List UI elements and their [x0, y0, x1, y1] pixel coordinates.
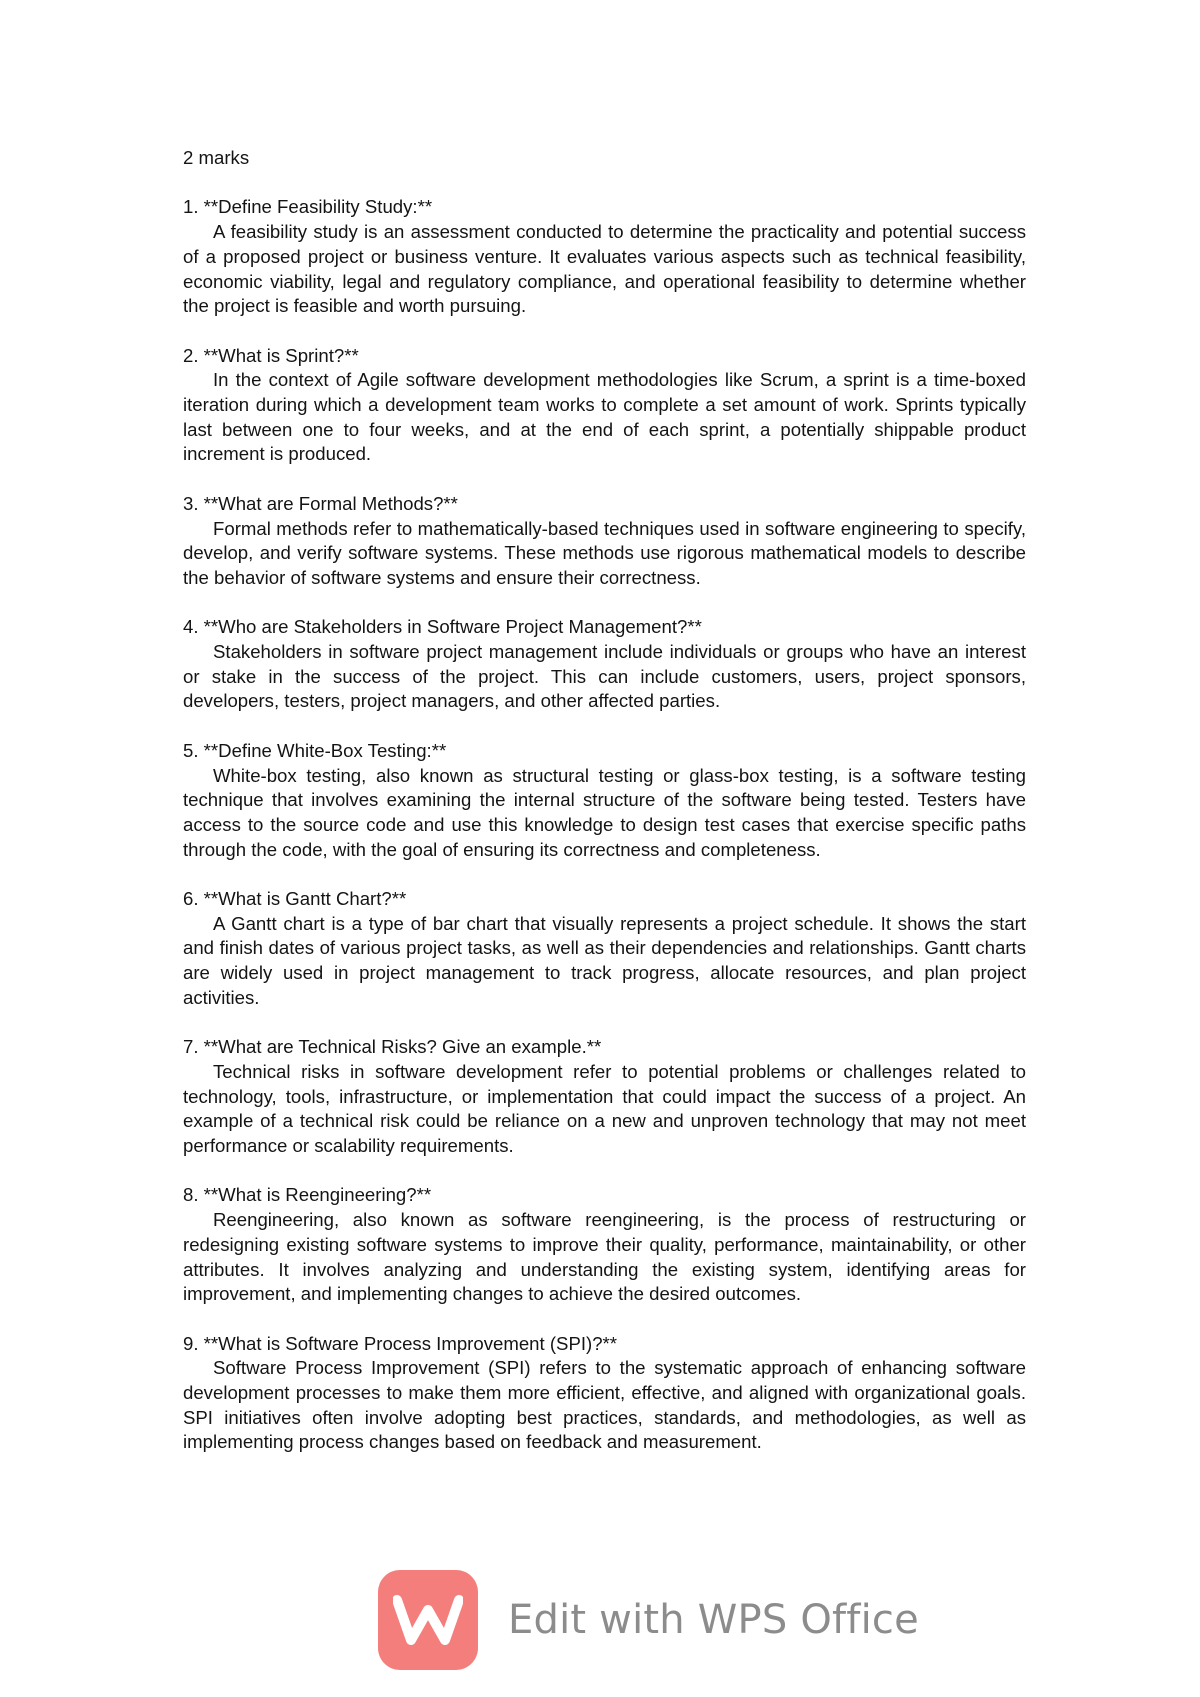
question-title: 7. **What are Technical Risks? Give an example.**: [183, 1036, 602, 1058]
question-title: 5. **Define White-Box Testing:**: [183, 739, 447, 761]
document-page: [183, 146, 1026, 1480]
qa-item-3: [183, 492, 1026, 591]
answer-text: White-box testing, also known as structural testing or glass-box testing, is a software testing technique that involves examining the internal structure of the software being tested. Testers have access to the source code and use this knowledge to design test cases that exercise specific paths through the code, with the goal of ensuring its correctness and completeness.: [183, 764, 1026, 860]
question-title: 8. **What is Reengineering?**: [183, 1184, 432, 1206]
qa-item-5: [183, 739, 1026, 863]
answer-text: A feasibility study is an assessment conducted to determine the practicality and potential success of a proposed project or business venture. It evaluates various aspects such as technical feasibility, economic viability, legal and regulatory compliance, and operational feasibility to determine whether the project is feasible and worth pursuing.: [183, 221, 1026, 317]
wps-w-logo-icon: [378, 1570, 478, 1670]
qa-item-4: [183, 615, 1026, 714]
question-title: 3. **What are Formal Methods?**: [183, 492, 458, 514]
answer-text: Formal methods refer to mathematically-based techniques used in software engineering to specify, develop, and verify software systems. These methods use rigorous mathematical models to describe the behavior of software systems and ensure their correctness.: [183, 517, 1026, 588]
question-title: 1. **Define Feasibility Study:**: [183, 196, 433, 218]
qa-item-2: [183, 344, 1026, 468]
answer-text: Software Process Improvement (SPI) refers to the systematic approach of enhancing software development processes to make them more efficient, effective, and aligned with organizational goals. SPI initiatives often involve adopting best practices, standards, and methodologies, as well as implementing process changes based on feedback and measurement.: [183, 1357, 1026, 1453]
answer-text: Technical risks in software development refer to potential problems or challenges related to technology, tools, infrastructure, or implementation that could impact the success of a project. An example of a technical risk could be reliance on a new and unproven technology that may not meet performance or scalability requirements.: [183, 1060, 1026, 1157]
question-title: 4. **Who are Stakeholders in Software Project Management?**: [183, 616, 702, 638]
qa-item-8: [183, 1183, 1026, 1307]
answer-text: Reengineering, also known as software reengineering, is the process of restructuring or redesigning existing software systems to improve their quality, performance, maintainability, or other attributes. It involves analyzing and understanding the existing system, identifying areas for improvement, and implementing changes to achieve the desired outcomes.: [183, 1209, 1026, 1305]
qa-item-9: [183, 1332, 1026, 1456]
qa-item-1: [183, 195, 1026, 319]
answer-text: A Gantt chart is a type of bar chart that visually represents a project schedule. It shows the start and finish dates of various project tasks, as well as their dependencies and relationships. Gantt charts are widely used in project management to track progress, allocate resources, and plan project activities.: [183, 912, 1026, 1008]
qa-item-7: [183, 1035, 1026, 1159]
question-title: 2. **What is Sprint?**: [183, 344, 359, 366]
wps-watermark[interactable]: [378, 1568, 919, 1672]
wps-w-logo-svg: [393, 1594, 463, 1646]
page-heading: 2 marks: [183, 147, 250, 168]
question-title: 9. **What is Software Process Improvement (SPI)?**: [183, 1332, 618, 1354]
answer-text: Stakeholders in software project management include individuals or groups who have an interest or stake in the success of the project. This can include customers, users, project sponsors, developers, testers, project managers, and other affected parties.: [183, 641, 1026, 712]
answer-text: In the context of Agile software development methodologies like Scrum, a sprint is a time-boxed iteration during which a development team works to complete a set amount of work. Sprints typically last between one to four weeks, and at the end of each sprint, a potentially shippable product increment is produced.: [183, 369, 1026, 465]
watermark-text: Edit with WPS Office: [508, 1597, 919, 1643]
question-title: 6. **What is Gantt Chart?**: [183, 888, 407, 909]
qa-item-6: [183, 887, 1026, 1011]
